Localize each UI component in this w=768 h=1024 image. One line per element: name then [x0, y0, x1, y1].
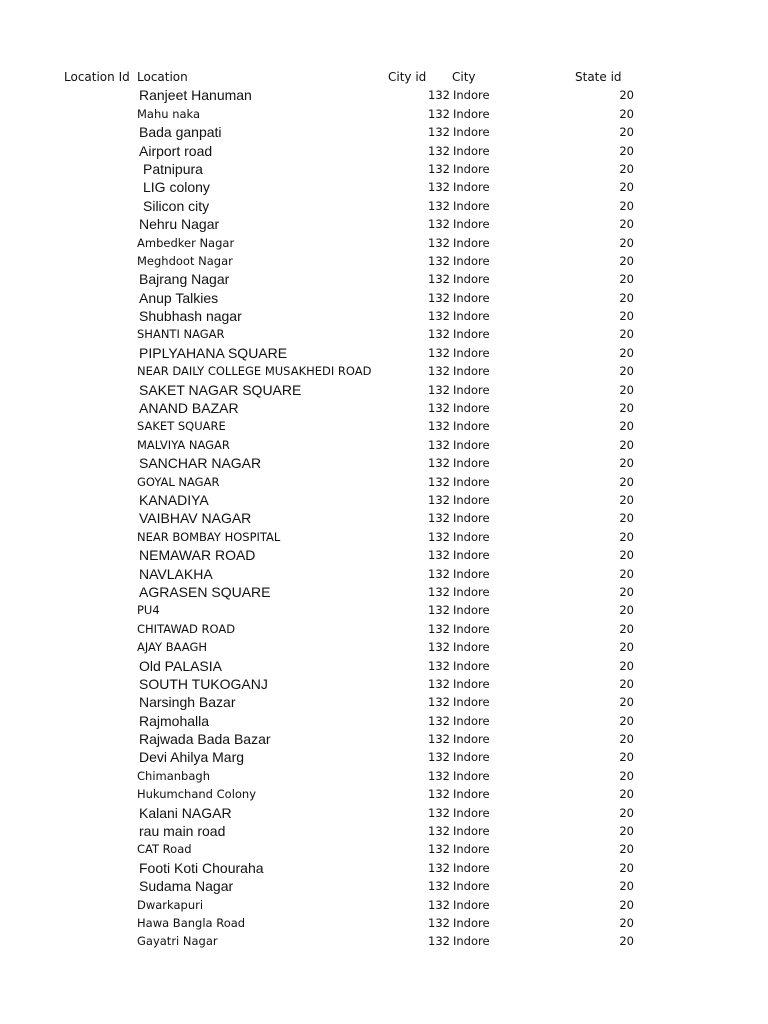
cell-state-id: 20 — [619, 88, 634, 103]
cell-location: Narsingh Bazar — [139, 694, 236, 711]
cell-location: Devi Ahilya Marg — [139, 749, 245, 766]
cell-city: Indore — [453, 934, 490, 949]
table-row — [0, 399, 768, 417]
table-row — [0, 307, 768, 325]
table-row — [0, 932, 768, 950]
cell-city-id: 132 — [428, 879, 450, 894]
table-row — [0, 528, 768, 546]
cell-city: Indore — [453, 511, 490, 526]
cell-state-id: 20 — [619, 621, 634, 636]
cell-city: Indore — [453, 180, 490, 195]
cell-location: CHITAWAD ROAD — [137, 621, 236, 636]
cell-state-id: 20 — [619, 805, 634, 820]
table-row — [0, 675, 768, 693]
table-row — [0, 657, 768, 675]
cell-state-id: 20 — [619, 915, 634, 930]
cell-city: Indore — [453, 548, 490, 563]
cell-location: MALVIYA NAGAR — [137, 437, 230, 452]
cell-location: Footi Koti Chouraha — [139, 859, 264, 876]
cell-city: Indore — [453, 732, 490, 747]
cell-state-id: 20 — [619, 180, 634, 195]
table-row — [0, 693, 768, 711]
cell-city: Indore — [453, 566, 490, 581]
cell-city-id: 132 — [428, 805, 450, 820]
cell-location: SANCHAR NAGAR — [139, 455, 262, 472]
cell-state-id: 20 — [619, 529, 634, 544]
cell-city-id: 132 — [428, 198, 450, 213]
cell-state-id: 20 — [619, 217, 634, 232]
cell-location: SOUTH TUKOGANJ — [139, 675, 268, 692]
table-row — [0, 142, 768, 160]
cell-city-id: 132 — [428, 750, 450, 765]
cell-state-id: 20 — [619, 879, 634, 894]
cell-city: Indore — [453, 492, 490, 507]
cell-city-id: 132 — [428, 492, 450, 507]
cell-state-id: 20 — [619, 272, 634, 287]
cell-location: PU4 — [137, 603, 160, 618]
table-row — [0, 730, 768, 748]
cell-city-id: 132 — [428, 934, 450, 949]
cell-city-id: 132 — [428, 511, 450, 526]
cell-city: Indore — [453, 621, 490, 636]
cell-state-id: 20 — [619, 456, 634, 471]
cell-city: Indore — [453, 897, 490, 912]
cell-state-id: 20 — [619, 713, 634, 728]
cell-city: Indore — [453, 879, 490, 894]
table-row — [0, 565, 768, 583]
table-body — [0, 86, 768, 950]
cell-city-id: 132 — [428, 217, 450, 232]
cell-state-id: 20 — [619, 161, 634, 176]
cell-location: NAVLAKHA — [139, 565, 213, 582]
cell-state-id: 20 — [619, 401, 634, 416]
cell-city: Indore — [453, 88, 490, 103]
cell-state-id: 20 — [619, 125, 634, 140]
cell-city: Indore — [453, 474, 490, 489]
table-row — [0, 381, 768, 399]
cell-city: Indore — [453, 640, 490, 655]
cell-city-id: 132 — [428, 640, 450, 655]
cell-city-id: 132 — [428, 253, 450, 268]
cell-city-id: 132 — [428, 713, 450, 728]
cell-city: Indore — [453, 915, 490, 930]
cell-city-id: 132 — [428, 143, 450, 158]
table-row — [0, 914, 768, 932]
cell-location: SAKET NAGAR SQUARE — [139, 381, 302, 398]
cell-location: Gayatri Nagar — [137, 934, 218, 949]
cell-city-id: 132 — [428, 290, 450, 305]
cell-location: SAKET SQUARE — [137, 419, 226, 434]
cell-location: Sudama Nagar — [139, 878, 234, 895]
cell-location: AJAY BAAGH — [137, 640, 208, 655]
cell-city-id: 132 — [428, 621, 450, 636]
cell-state-id: 20 — [619, 437, 634, 452]
table-row — [0, 215, 768, 233]
cell-state-id: 20 — [619, 106, 634, 121]
table-row — [0, 178, 768, 196]
cell-city: Indore — [453, 805, 490, 820]
table-row — [0, 123, 768, 141]
cell-location: Dwarkapuri — [137, 897, 204, 912]
cell-state-id: 20 — [619, 382, 634, 397]
cell-state-id: 20 — [619, 364, 634, 379]
cell-state-id: 20 — [619, 474, 634, 489]
cell-location: Rajwada Bada Bazar — [139, 731, 271, 748]
cell-state-id: 20 — [619, 548, 634, 563]
cell-location: Nehru Nagar — [139, 216, 220, 233]
cell-city: Indore — [453, 750, 490, 765]
cell-state-id: 20 — [619, 143, 634, 158]
cell-city-id: 132 — [428, 272, 450, 287]
cell-city-id: 132 — [428, 125, 450, 140]
table-row — [0, 197, 768, 215]
table-row — [0, 748, 768, 766]
cell-state-id: 20 — [619, 768, 634, 783]
cell-city: Indore — [453, 768, 490, 783]
table-row — [0, 785, 768, 803]
cell-location: ANAND BAZAR — [139, 400, 239, 417]
table-row — [0, 859, 768, 877]
table-row — [0, 840, 768, 858]
cell-state-id: 20 — [619, 750, 634, 765]
table-row — [0, 877, 768, 895]
table-row — [0, 491, 768, 509]
cell-location: PIPLYAHANA SQUARE — [139, 344, 288, 361]
cell-city-id: 132 — [428, 327, 450, 342]
cell-location: rau main road — [139, 823, 226, 840]
cell-location: SHANTI NAGAR — [137, 327, 225, 342]
table-row — [0, 252, 768, 270]
cell-city: Indore — [453, 695, 490, 710]
cell-location: Chimanbagh — [137, 768, 210, 783]
table-row — [0, 896, 768, 914]
cell-location: Patnipura — [143, 160, 203, 177]
cell-location: NEMAWAR ROAD — [139, 547, 256, 564]
cell-city-id: 132 — [428, 548, 450, 563]
cell-city: Indore — [453, 143, 490, 158]
cell-city-id: 132 — [428, 584, 450, 599]
cell-location: Old PALASIA — [139, 657, 223, 674]
cell-location: Meghdoot Nagar — [137, 253, 233, 268]
cell-state-id: 20 — [619, 290, 634, 305]
table-row — [0, 638, 768, 656]
cell-state-id: 20 — [619, 640, 634, 655]
cell-state-id: 20 — [619, 253, 634, 268]
cell-city: Indore — [453, 529, 490, 544]
cell-state-id: 20 — [619, 309, 634, 324]
cell-city-id: 132 — [428, 603, 450, 618]
cell-city: Indore — [453, 272, 490, 287]
table-row — [0, 509, 768, 527]
table-row — [0, 767, 768, 785]
cell-city-id: 132 — [428, 235, 450, 250]
cell-state-id: 20 — [619, 345, 634, 360]
table-row — [0, 546, 768, 564]
cell-city-id: 132 — [428, 842, 450, 857]
table-row — [0, 804, 768, 822]
cell-city-id: 132 — [428, 474, 450, 489]
cell-city: Indore — [453, 217, 490, 232]
cell-city: Indore — [453, 419, 490, 434]
table-row — [0, 712, 768, 730]
cell-location: LIG colony — [143, 179, 210, 196]
cell-city-id: 132 — [428, 529, 450, 544]
cell-city: Indore — [453, 106, 490, 121]
cell-city: Indore — [453, 345, 490, 360]
cell-location: Hawa Bangla Road — [137, 915, 246, 930]
cell-state-id: 20 — [619, 824, 634, 839]
table-row — [0, 583, 768, 601]
cell-city-id: 132 — [428, 787, 450, 802]
cell-city: Indore — [453, 658, 490, 673]
cell-location: Airport road — [139, 142, 213, 159]
cell-location: Bajrang Nagar — [139, 271, 230, 288]
cell-city-id: 132 — [428, 309, 450, 324]
cell-city: Indore — [453, 456, 490, 471]
cell-state-id: 20 — [619, 934, 634, 949]
table-row — [0, 436, 768, 454]
cell-city-id: 132 — [428, 419, 450, 434]
cell-location: Mahu naka — [137, 106, 201, 121]
cell-state-id: 20 — [619, 897, 634, 912]
header-location: Location — [137, 70, 188, 84]
table-row — [0, 160, 768, 178]
cell-city-id: 132 — [428, 676, 450, 691]
cell-city: Indore — [453, 842, 490, 857]
cell-city-id: 132 — [428, 88, 450, 103]
cell-city: Indore — [453, 603, 490, 618]
cell-city: Indore — [453, 198, 490, 213]
header-state-id: State id — [575, 70, 622, 84]
header-city: City — [452, 70, 476, 84]
cell-location: Kalani NAGAR — [139, 804, 232, 821]
cell-city-id: 132 — [428, 437, 450, 452]
cell-location: GOYAL NAGAR — [137, 474, 220, 489]
cell-city: Indore — [453, 860, 490, 875]
cell-location: Silicon city — [143, 197, 210, 214]
cell-location: Ranjeet Hanuman — [139, 87, 252, 104]
cell-city-id: 132 — [428, 768, 450, 783]
cell-location: Shubhash nagar — [139, 308, 242, 325]
cell-state-id: 20 — [619, 235, 634, 250]
cell-city: Indore — [453, 401, 490, 416]
cell-city: Indore — [453, 253, 490, 268]
cell-state-id: 20 — [619, 732, 634, 747]
header-city-id: City id — [388, 70, 427, 84]
cell-location: AGRASEN SQUARE — [139, 583, 271, 600]
cell-city-id: 132 — [428, 658, 450, 673]
cell-state-id: 20 — [619, 566, 634, 581]
cell-city-id: 132 — [428, 897, 450, 912]
cell-city: Indore — [453, 713, 490, 728]
cell-city: Indore — [453, 235, 490, 250]
table-row — [0, 620, 768, 638]
cell-city: Indore — [453, 437, 490, 452]
table-row — [0, 105, 768, 123]
table-row — [0, 86, 768, 104]
table-row — [0, 362, 768, 380]
table-row — [0, 473, 768, 491]
cell-city: Indore — [453, 290, 490, 305]
cell-state-id: 20 — [619, 676, 634, 691]
cell-city-id: 132 — [428, 364, 450, 379]
cell-state-id: 20 — [619, 584, 634, 599]
cell-city-id: 132 — [428, 382, 450, 397]
cell-state-id: 20 — [619, 419, 634, 434]
cell-city-id: 132 — [428, 860, 450, 875]
table-row — [0, 270, 768, 288]
cell-city-id: 132 — [428, 566, 450, 581]
cell-city-id: 132 — [428, 106, 450, 121]
cell-city-id: 132 — [428, 161, 450, 176]
cell-city: Indore — [453, 161, 490, 176]
cell-state-id: 20 — [619, 492, 634, 507]
cell-location: Bada ganpati — [139, 124, 222, 141]
cell-state-id: 20 — [619, 327, 634, 342]
table-row — [0, 289, 768, 307]
cell-location: NEAR DAILY COLLEGE MUSAKHEDI ROAD — [137, 364, 372, 379]
cell-city: Indore — [453, 787, 490, 802]
table-row — [0, 822, 768, 840]
cell-city: Indore — [453, 309, 490, 324]
cell-location: CAT Road — [137, 842, 192, 857]
table-row — [0, 344, 768, 362]
cell-city: Indore — [453, 125, 490, 140]
table-row — [0, 325, 768, 343]
cell-city-id: 132 — [428, 824, 450, 839]
cell-city-id: 132 — [428, 695, 450, 710]
cell-city-id: 132 — [428, 345, 450, 360]
location-table — [0, 68, 768, 951]
cell-location: Ambedker Nagar — [137, 235, 235, 250]
cell-state-id: 20 — [619, 198, 634, 213]
cell-city-id: 132 — [428, 401, 450, 416]
cell-city: Indore — [453, 584, 490, 599]
cell-state-id: 20 — [619, 860, 634, 875]
cell-state-id: 20 — [619, 787, 634, 802]
cell-state-id: 20 — [619, 603, 634, 618]
cell-location: VAIBHAV NAGAR — [139, 510, 252, 527]
cell-city: Indore — [453, 327, 490, 342]
cell-location: Rajmohalla — [139, 712, 210, 729]
cell-city: Indore — [453, 676, 490, 691]
cell-city: Indore — [453, 382, 490, 397]
cell-city-id: 132 — [428, 456, 450, 471]
header-location-id: Location Id — [64, 70, 130, 84]
table-row — [0, 454, 768, 472]
table-row — [0, 234, 768, 252]
cell-city-id: 132 — [428, 915, 450, 930]
cell-state-id: 20 — [619, 695, 634, 710]
cell-state-id: 20 — [619, 511, 634, 526]
cell-city-id: 132 — [428, 180, 450, 195]
cell-location: Hukumchand Colony — [137, 787, 257, 802]
cell-location: NEAR BOMBAY HOSPITAL — [137, 529, 281, 544]
cell-state-id: 20 — [619, 658, 634, 673]
header-row — [0, 68, 768, 86]
cell-city-id: 132 — [428, 732, 450, 747]
cell-location: Anup Talkies — [139, 289, 219, 306]
cell-state-id: 20 — [619, 842, 634, 857]
cell-location: KANADIYA — [139, 491, 209, 508]
table-row — [0, 601, 768, 619]
cell-city: Indore — [453, 364, 490, 379]
cell-city: Indore — [453, 824, 490, 839]
table-row — [0, 417, 768, 435]
